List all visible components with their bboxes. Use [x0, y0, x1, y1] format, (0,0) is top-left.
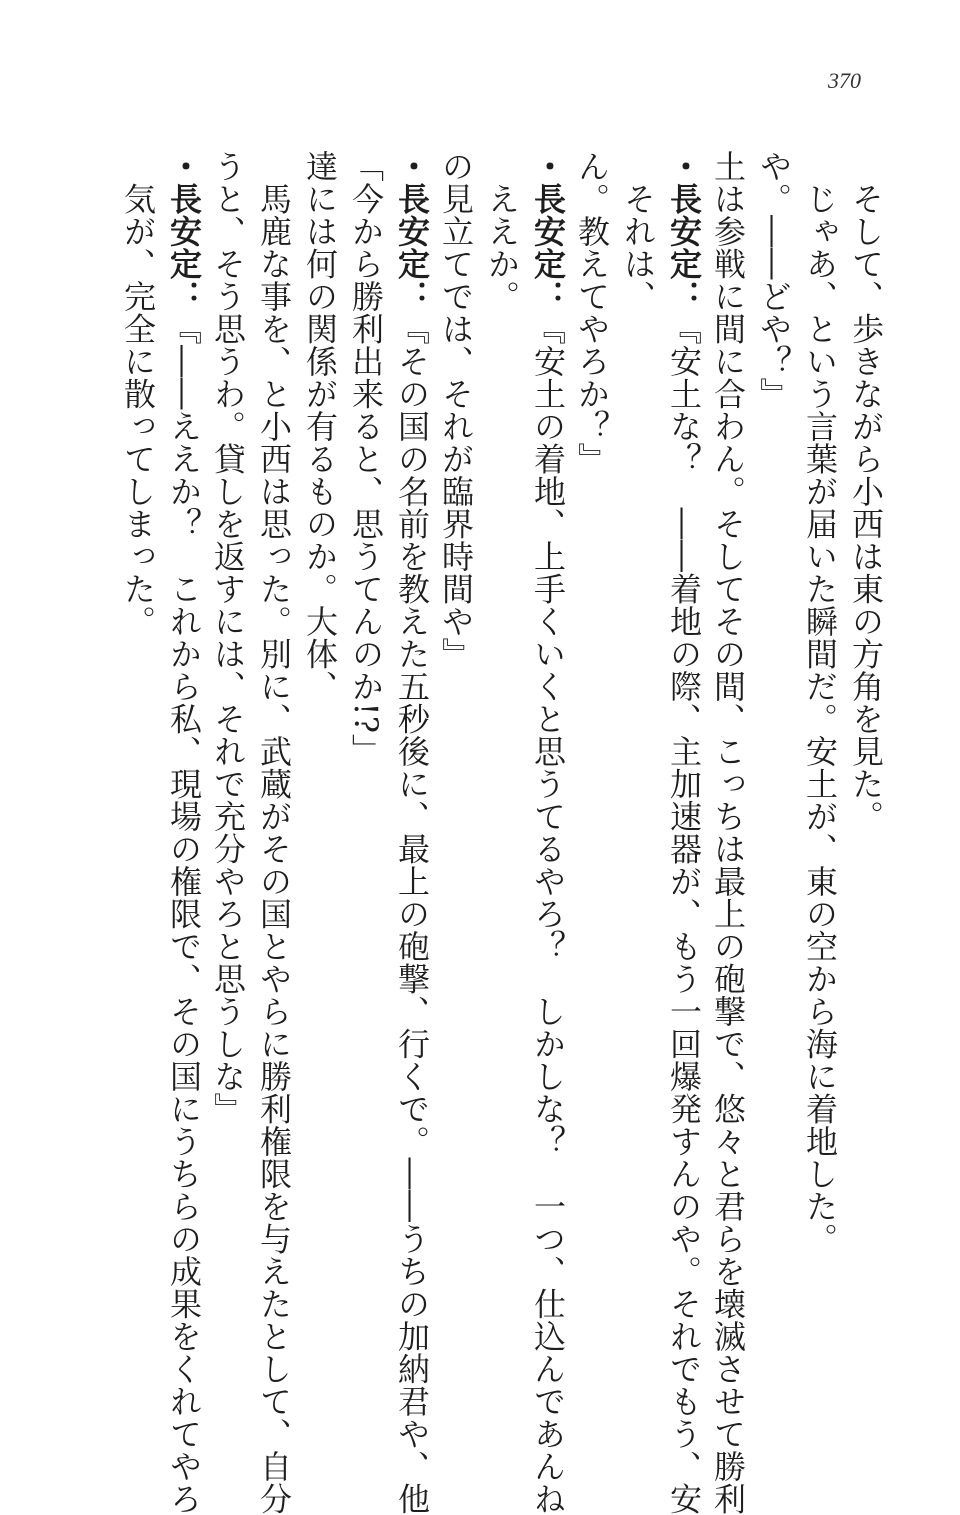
dialogue-open-bracket: 『	[529, 312, 567, 345]
dialogue-text: その国の名前を教えた五秒後に、最上の砲撃、行くで。――うちの加納君や、他	[393, 345, 431, 1515]
dialogue-text: 安土な？ ――着地の際、主加速器が、もう一回爆発すんのや。それでもう、安	[665, 345, 703, 1515]
dialogue-line	[662, 150, 706, 1515]
text-line: や。――どや？』	[755, 150, 793, 410]
text-line: ん。教えてやろか？』	[573, 150, 611, 475]
text-line: 馬鹿な事を、と小西は思った。別に、武蔵がその国とやらに勝利権限を与えたとして、自分	[255, 150, 293, 1515]
speaker-name: 長安定	[393, 182, 431, 280]
page-number: 370	[828, 68, 861, 93]
speaker-colon: ：	[665, 280, 703, 313]
speaker-bullet: ・	[529, 150, 567, 183]
dialogue-text: ――ええか？ これから私、現場の権限で、その国にうちらの成果をくれてやろ	[165, 345, 203, 1515]
speaker-bullet: ・	[165, 150, 203, 183]
dialogue-open-bracket: 『	[165, 312, 203, 345]
speaker-colon: ：	[529, 280, 567, 313]
text-line: そして、歩きながら小西は東の方角を見た。	[847, 150, 885, 833]
text-body	[0, 150, 960, 1515]
dialogue-text: 安土の着地、上手くいくと思うてるやろ？ しかしな？ 一つ、仕込んであんね	[529, 345, 567, 1515]
speaker-bullet: ・	[393, 150, 431, 183]
text-line: じゃあ、という言葉が届いた瞬間だ。安土が、東の空から海に着地した。	[801, 150, 839, 1255]
dialogue-open-bracket: 『	[665, 312, 703, 345]
text-line: それは、	[619, 150, 657, 313]
speaker-colon: ：	[393, 280, 431, 313]
speaker-name: 長安定	[665, 182, 703, 280]
text-line: うと、そう思うわ。貸しを返すには、それで充分やろと思うしな』	[209, 150, 247, 1125]
text-line: ええか。	[483, 150, 521, 313]
text-line: 土は参戦に間に合わん。そしてその間、こっちは最上の砲撃で、悠々と君らを壊滅させて勝利	[709, 150, 747, 1515]
speaker-name: 長安定	[529, 182, 567, 280]
dialogue-line	[390, 150, 434, 1515]
speaker-colon: ：	[165, 280, 203, 313]
text-line: 達には何の関係が有るものか。大体、	[301, 150, 339, 703]
speaker-bullet: ・	[665, 150, 703, 183]
text-line: の見立てでは、それが臨界時間や』	[437, 150, 475, 670]
text-line: 「今から勝利出来ると、思うてんのか!?」	[347, 150, 385, 767]
dialogue-line	[526, 150, 570, 1515]
dialogue-open-bracket: 『	[393, 312, 431, 345]
text-line: 気が、完全に散ってしまった。	[119, 150, 157, 638]
speaker-name: 長安定	[165, 182, 203, 280]
dialogue-line	[162, 150, 206, 1515]
